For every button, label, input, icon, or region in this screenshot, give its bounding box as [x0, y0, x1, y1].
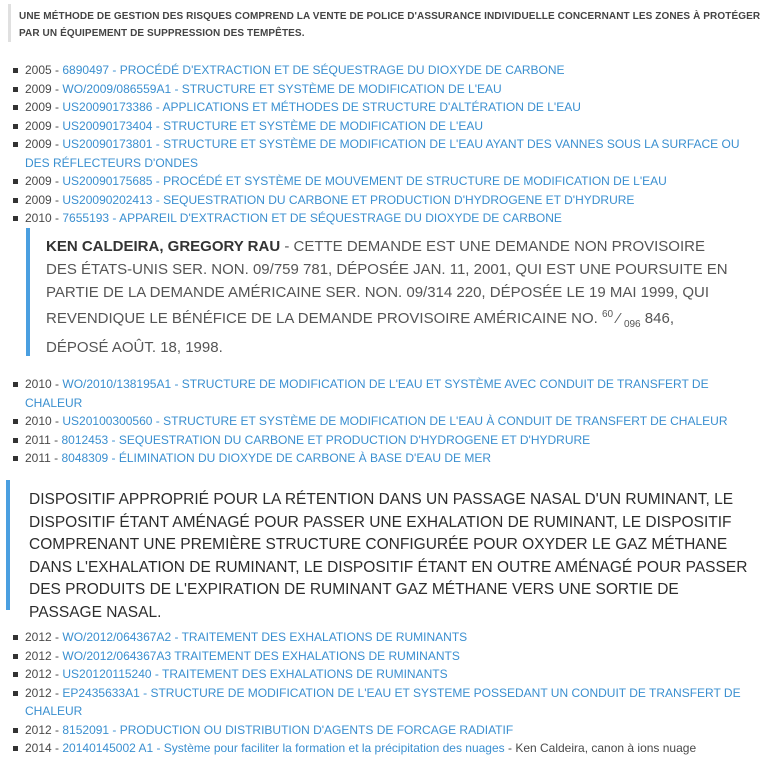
item-year: 2009	[25, 118, 52, 133]
patent-list-2	[12, 375, 752, 468]
fraction-denominator: 096	[623, 319, 641, 331]
item-separator: -	[51, 192, 63, 207]
patent-link[interactable]: US20090173801 - STRUCTURE ET SYSTÈME DE MODIFICATION DE L'EAU AYANT DES VANNES SOUS LA SURFACE OU DES RÉFLECTEURS D'ONDES	[25, 137, 740, 170]
item-separator: -	[50, 432, 62, 447]
list-item	[12, 80, 752, 99]
item-separator: -	[51, 414, 63, 428]
patent-link[interactable]: WO/2012/064367A3 TRAITEMENT DES EXHALATIONS DE RUMINANTS	[62, 648, 460, 663]
bullet-icon	[13, 438, 18, 443]
list-item	[12, 431, 752, 450]
patent-link[interactable]: WO/2010/138195A1 - STRUCTURE DE MODIFICATION DE L'EAU ET SYSTÈME AVEC CONDUIT DE TRANSFERT DE CHALEUR	[25, 377, 709, 410]
list-item	[12, 191, 752, 210]
item-separator: -	[51, 63, 63, 77]
list-item	[12, 209, 752, 228]
list-item	[12, 684, 752, 721]
bullet-icon	[13, 635, 18, 640]
top-blockquote-text: UNE MÉTHODE DE GESTION DES RISQUES COMPREND LA VENTE DE POLICE D'ASSURANCE INDIVIDUELLE CONCERNANT LES ZONES À PROTÉGER PAR UN ÉQUIPEMENT DE SUPPRESSION DES TEMPÊTES.	[19, 11, 761, 39]
item-year: 2009	[25, 100, 52, 114]
bullet-icon	[13, 672, 18, 677]
patent-list-3	[12, 628, 752, 758]
bullet-icon	[13, 198, 18, 203]
item-year: 2012	[25, 667, 52, 681]
blockquote-text: - CETTE DEMANDE EST UNE DEMANDE NON PROVISOIRE DES ÉTATS-UNIS SER. NON. 09/759 781, DÉPOSÉE JAN. 11, 2001, QUI EST UNE POURSUITE EN PARTIE DE LA DEMANDE AMÉRICAINE SER. NON. 09/314 220, DÉPOSÉE LE 19 MAI 1999, QUI REVENDIQUE LE BÉNÉFICE DE LA DEMANDE PROVISOIRE AMÉRICAINE NO.	[46, 238, 728, 328]
item-suffix: - Ken Caldeira, canon à ions nuage	[504, 741, 697, 755]
item-separator: -	[51, 377, 63, 391]
bullet-icon	[13, 124, 18, 129]
patent-link[interactable]: 8048309 - ÉLIMINATION DU DIOXYDE DE CARBONE À BASE D'EAU DE MER	[61, 451, 491, 465]
item-year: 2009	[25, 174, 52, 188]
bullet-icon	[13, 87, 18, 92]
item-year: 2009	[25, 81, 52, 96]
item-separator: -	[51, 174, 63, 188]
item-separator: -	[51, 741, 63, 755]
fraction-numerator: 60	[601, 309, 614, 321]
bullet-icon	[13, 382, 18, 387]
list-item	[12, 628, 752, 647]
item-year: 2012	[25, 685, 52, 700]
item-year: 2011	[25, 451, 51, 465]
claim-blockquote	[6, 480, 750, 621]
patent-link[interactable]: WO/2012/064367A2 - TRAITEMENT DES EXHALATIONS DE RUMINANTS	[62, 630, 468, 644]
blockquote-text-end: 846, DÉPOSÉ AOÛT. 18, 1998.	[46, 310, 674, 357]
list-item	[12, 412, 752, 431]
patent-link[interactable]: US20100300560 - STRUCTURE ET SYSTÈME DE MODIFICATION DE L'EAU À CONDUIT DE TRANSFERT DE CHALEUR	[62, 414, 728, 428]
list-item	[12, 98, 752, 117]
item-separator: -	[51, 118, 63, 133]
item-year: 2014	[25, 741, 52, 755]
item-separator: -	[51, 100, 63, 114]
bullet-icon	[13, 105, 18, 110]
fraction-slash: ⁄	[613, 310, 624, 328]
bullet-icon	[13, 179, 18, 184]
bullet-icon	[13, 728, 18, 733]
bullet-icon	[13, 691, 18, 696]
item-separator: -	[51, 648, 63, 663]
patent-list-1	[12, 61, 752, 228]
list-item	[12, 135, 752, 172]
item-year: 2012	[25, 648, 52, 663]
item-year: 2011	[25, 432, 51, 447]
bullet-icon	[13, 654, 18, 659]
item-separator: -	[50, 451, 62, 465]
patent-link[interactable]: US20090202413 - SEQUESTRATION DU CARBONE ET PRODUCTION D'HYDROGENE ET D'HYDRURE	[62, 192, 635, 207]
top-blockquote	[8, 4, 767, 42]
bullet-icon	[13, 216, 18, 221]
list-item	[12, 665, 752, 684]
patent-link[interactable]: US20090175685 - PROCÉDÉ ET SYSTÈME DE MOUVEMENT DE STRUCTURE DE MODIFICATION DE L'EAU	[62, 174, 667, 188]
item-separator: -	[51, 722, 63, 737]
list-item	[12, 375, 752, 412]
patent-link[interactable]: US20090173386 - APPLICATIONS ET MÉTHODES DE STRUCTURE D'ALTÉRATION DE L'EAU	[62, 100, 581, 114]
list-item	[12, 172, 752, 191]
item-separator: -	[51, 81, 63, 96]
item-year: 2009	[25, 137, 52, 151]
item-year: 2012	[25, 630, 52, 644]
list-item	[12, 449, 752, 468]
bullet-icon	[13, 142, 18, 147]
patent-link[interactable]: 8152091 - PRODUCTION OU DISTRIBUTION D'AGENTS DE FORCAGE RADIATIF	[62, 722, 514, 737]
patent-link[interactable]: 8012453 - SEQUESTRATION DU CARBONE ET PRODUCTION D'HYDROGENE ET D'HYDRURE	[61, 432, 591, 447]
bullet-icon	[13, 419, 18, 424]
patent-link[interactable]: US20120115240 - TRAITEMENT DES EXHALATIONS DE RUMINANTS	[62, 667, 448, 681]
patent-link[interactable]: 20140145002 A1 - Système pour faciliter la formation et la précipitation des nuages	[62, 741, 505, 755]
bullet-icon	[13, 746, 18, 751]
list-item	[12, 647, 752, 666]
item-separator: -	[51, 630, 63, 644]
item-year: 2010	[25, 414, 52, 428]
item-separator: -	[51, 137, 63, 151]
patent-link[interactable]: 7655193 - APPAREIL D'EXTRACTION ET DE SÉQUESTRAGE DU DIOXYDE DE CARBONE	[62, 211, 562, 225]
list-item	[12, 721, 752, 740]
claim-text: DISPOSITIF APPROPRIÉ POUR LA RÉTENTION DANS UN PASSAGE NASAL D'UN RUMINANT, LE DISPOSITIF ÉTANT AMÉNAGÉ POUR PASSER UNE EXHALATION DE RUMINANT, LE DISPOSITIF COMPRENANT UNE PREMIÈRE STRUCTURE CONFIGURÉE POUR OXYDER LE GAZ MÉTHANE DANS L'EXHALATION DE RUMINANT, LE DISPOSITIF ÉTANT EN OUTRE AMÉNAGÉ POUR PASSER DES PRODUITS DE L'EXPIRATION DE RUMINANT GAZ MÉTHANE VERS UNE SORTIE DE PASSAGE NASAL.	[29, 491, 748, 621]
fraction	[601, 309, 641, 331]
list-item	[12, 61, 752, 80]
bullet-icon	[13, 68, 18, 73]
patent-link[interactable]: WO/2009/086559A1 - STRUCTURE ET SYSTÈME DE MODIFICATION DE L'EAU	[62, 81, 502, 96]
item-year: 2010	[25, 211, 52, 225]
patent-blockquote	[26, 228, 738, 356]
patent-link[interactable]: US20090173404 - STRUCTURE ET SYSTÈME DE MODIFICATION DE L'EAU	[62, 118, 484, 133]
item-year: 2005	[25, 63, 52, 77]
item-year: 2009	[25, 192, 52, 207]
list-item	[12, 117, 752, 136]
list-item	[12, 739, 752, 758]
patent-link[interactable]: 6890497 - PROCÉDÉ D'EXTRACTION ET DE SÉQUESTRAGE DU DIOXYDE DE CARBONE	[62, 63, 565, 77]
item-separator: -	[51, 667, 63, 681]
item-separator: -	[51, 211, 63, 225]
patent-link[interactable]: EP2435633A1 - STRUCTURE DE MODIFICATION DE L'EAU ET SYSTEME POSSEDANT UN CONDUIT DE TRANSFERT DE CHALEUR	[25, 685, 741, 718]
item-year: 2012	[25, 722, 52, 737]
item-separator: -	[51, 685, 63, 700]
item-year: 2010	[25, 377, 52, 391]
bullet-icon	[13, 456, 18, 461]
inventor-names: KEN CALDEIRA, GREGORY RAU	[46, 238, 281, 255]
